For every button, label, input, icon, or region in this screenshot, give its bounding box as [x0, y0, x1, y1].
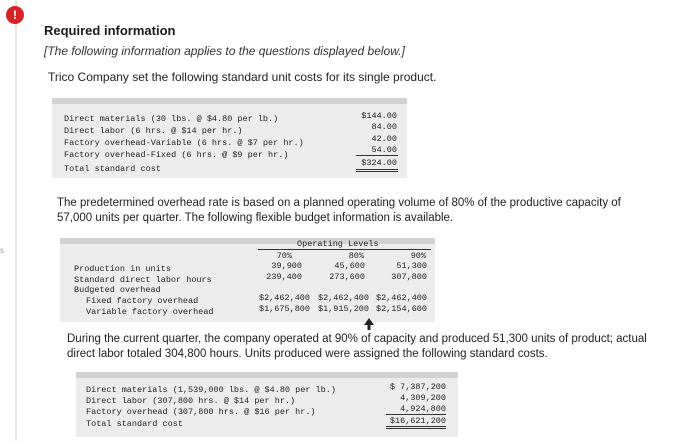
left-border [15, 0, 17, 441]
paragraph-current-quarter: During the current quarter, the company operated at 90% of capacity and produced 51,300 units of product; actual direct labor totaled 304,800 hours. Units produced were assigned the following standard costs. [67, 333, 647, 360]
paragraph-predetermined-rate: The predetermined overhead rate is based on a planned operating volume of 80% of the productive capacity of 57,000 units per quarter. The following flexible budget information is available. [57, 197, 621, 224]
budget-row-label: Standard direct labor hours [74, 275, 212, 285]
page-title: Required information [44, 23, 176, 38]
std-row-value: 54.00 [371, 145, 397, 155]
std-row-label: Direct materials (30 lbs. @ $4.80 per lb.) [64, 114, 279, 124]
budget-cell: 239,400 [266, 272, 302, 282]
budget-row-label: Budgeted overhead [74, 285, 161, 295]
assigned-total-rule-2 [386, 428, 446, 429]
budget-cell: 273,600 [329, 272, 365, 282]
table-top-bar [60, 238, 435, 244]
budget-cell: 307,800 [391, 272, 427, 282]
assigned-total-rule [386, 426, 446, 427]
std-row-label: Direct labor (6 hrs. @ $14 per hr.) [64, 126, 243, 136]
alert-icon: ! [6, 6, 24, 24]
budget-cell: 45,600 [334, 261, 365, 271]
std-row-label: Factory overhead-Fixed (6 hrs. @ $9 per hr.) [64, 150, 289, 160]
budget-cell: $2,462,400 [317, 293, 369, 303]
side-mark: s [0, 246, 4, 255]
std-row-value: $144.00 [361, 111, 397, 121]
std-row-label: Total standard cost [64, 164, 161, 174]
assigned-row-label: Direct materials (1,539,000 lbs. @ $4.80 per lb.) [86, 385, 336, 395]
intro-text: Trico Company set the following standard unit costs for its single product. [48, 70, 437, 84]
column-header: 70% [276, 251, 292, 261]
budget-cell: $2,154,600 [375, 304, 427, 314]
std-total-rule-2 [356, 171, 398, 172]
budget-row-label: Production in units [74, 264, 171, 274]
std-total-rule [356, 169, 398, 170]
operating-levels-rule [258, 249, 431, 250]
std-subtotal-rule [356, 155, 398, 156]
assigned-row-label: Factory overhead (307,800 hrs. @ $16 per hr.) [86, 407, 316, 417]
budget-row-label: Fixed factory overhead [86, 296, 199, 306]
assigned-row-value: $16,621,200 [389, 416, 446, 426]
assigned-row-value: 4,309,200 [400, 393, 446, 403]
info-note: [The following information applies to the questions displayed below.] [44, 44, 405, 58]
budget-cell: 51,300 [396, 261, 427, 271]
budget-row-label: Variable factory overhead [86, 307, 214, 317]
std-row-value: $324.00 [361, 158, 397, 168]
budget-cell: $1,675,800 [258, 304, 310, 314]
budget-cell: $1,915,200 [317, 304, 369, 314]
std-row-value: 42.00 [371, 134, 397, 144]
budget-cell: 39,900 [271, 261, 302, 271]
std-row-label: Factory overhead-Variable (6 hrs. @ $7 per hr.) [64, 138, 304, 148]
assigned-row-value: $ 7,387,200 [389, 382, 446, 392]
assigned-subtotal-rule [386, 414, 446, 415]
column-header: 80% [348, 251, 364, 261]
assigned-row-label: Direct labor (307,800 hrs. @ $14 per hr.) [86, 396, 296, 406]
assigned-row-label: Total standard cost [86, 419, 183, 429]
column-header: 90% [410, 251, 426, 261]
table-top-bar [52, 98, 407, 104]
budget-cell: $2,462,400 [258, 293, 310, 303]
std-row-value: 84.00 [371, 122, 397, 132]
assigned-row-value: 4,924,800 [400, 404, 446, 414]
operating-levels-title: Operating Levels [297, 239, 379, 249]
cursor-arrow-icon [364, 318, 374, 330]
table-top-bar [76, 372, 458, 378]
budget-cell: $2,462,400 [375, 293, 427, 303]
